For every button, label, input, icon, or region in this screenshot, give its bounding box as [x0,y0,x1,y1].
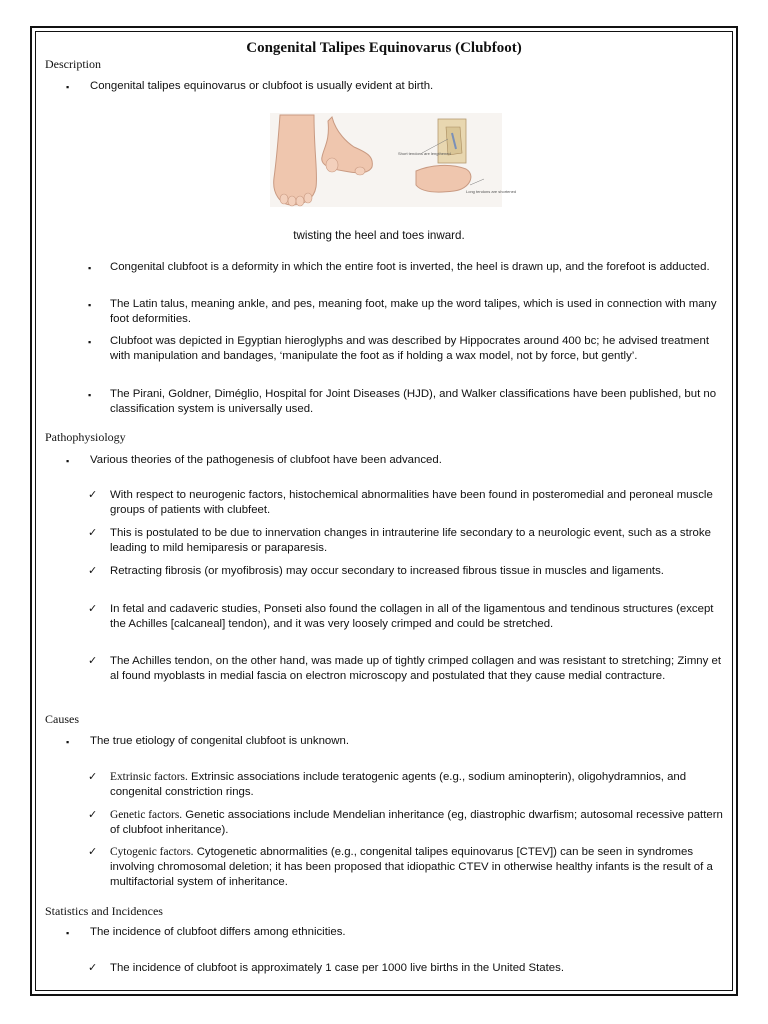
checkmark-icon: ✓ [88,489,98,501]
list-item: ✓ Genetic factors. Genetic associations include Mendelian inheritance (eg, diastrophic dwarfism; autosomal recessive pattern of clubfoot inheritance). [88,809,723,836]
square-bullet-icon: ▪ [88,263,92,273]
list-item: ▪ Various theories of the pathogenesis of clubfoot have been advanced. [66,453,726,468]
square-bullet-icon: ▪ [66,928,70,938]
square-bullet-icon: ▪ [88,390,92,400]
section-heading-pathophysiology: Pathophysiology [45,430,126,444]
figure-caption: twisting the heel and toes inward. [293,229,465,242]
square-bullet-icon: ▪ [66,456,70,466]
figure-label-long-tendons: Long tendons are shortened [466,189,517,194]
list-item: ▪ Congenital clubfoot is a deformity in which the entire foot is inverted, the heel is drawn up, and the forefoot is adducted. [88,260,728,275]
section-heading-causes: Causes [45,712,79,726]
square-bullet-icon: ▪ [88,337,92,347]
section-heading-description: Description [45,57,101,71]
list-item: ✓ Retracting fibrosis (or myofibrosis) may occur secondary to increased fibrous tissue in muscles and ligaments. [88,565,664,577]
square-bullet-icon: ▪ [66,737,70,747]
checkmark-icon: ✓ [88,771,98,783]
list-item: ✓ In fetal and cadaveric studies, Ponseti also found the collagen in all of the ligamentous and tendinous structures (except the Achilles [calcaneal] tendon), and it was very loosely crimped and could be stretched. [88,603,714,630]
list-item: ✓ Extrinsic factors. Extrinsic associations include teratogenic agents (e.g., sodium aminopterin), oligohydramnios, and congenital constriction rings. [88,771,687,798]
checkmark-icon: ✓ [88,809,98,821]
list-item: ▪ Clubfoot was depicted in Egyptian hieroglyphs and was described by Hippocrates around 400 bc; he advised treatment with manipulation and bandages, ‘manipulate the foot as if holding a wax model, not by force, but gently’. [88,335,710,362]
factor-label: Extrinsic factors. [110,771,188,783]
checkmark-icon: ✓ [88,527,98,539]
checkmark-icon: ✓ [88,962,98,974]
list-item: ✓ The incidence of clubfoot is approximately 1 case per 1000 live births in the United States. [88,962,564,974]
list-item: ✓ The Achilles tendon, on the other hand, was made up of tightly crimped collagen and was resistant to stretching; Zimny et al found myoblasts in medial fascia on electron microscopy and postulated that they cause medial contracture. [88,655,722,682]
checkmark-icon: ✓ [88,603,98,615]
factor-label: Cytogenic factors. [110,846,194,858]
square-bullet-icon: ▪ [66,82,70,92]
factor-label: Genetic factors. [110,809,183,821]
document-title: Congenital Talipes Equinovarus (Clubfoot) [246,40,522,56]
list-item: ▪ The incidence of clubfoot differs among ethnicities. [66,925,726,940]
list-item: ✓ This is postulated to be due to innervation changes in intrauterine life secondary to a neurologic event, such as a stroke leading to mild hemiparesis or paraparesis. [88,527,711,554]
clubfoot-illustration [270,113,517,207]
list-item: ▪ The Latin talus, meaning ankle, and pes, meaning foot, make up the word talipes, which is used in connection with many foot deformities. [88,298,717,325]
list-item: ✓ Cytogenic factors. Cytogenetic abnormalities (e.g., congenital talipes equinovarus [CTEV]) can be seen in syndromes involving chromosomal deletion; it has been proposed that idiopathic CTEV in otherwise healthy infants is the result of a multifactorial system of inheritance. [88,846,713,888]
list-item: ✓ With respect to neurogenic factors, histochemical abnormalities have been found in posteromedial and peroneal muscle groups of patients with clubfeet. [88,489,713,516]
square-bullet-icon: ▪ [88,300,92,310]
checkmark-icon: ✓ [88,655,98,667]
figure-label-short-tendons: Short tendons are lengthened [398,151,451,156]
list-item: ▪ Congenital talipes equinovarus or clubfoot is usually evident at birth. [66,79,726,94]
checkmark-icon: ✓ [88,846,98,858]
checkmark-icon: ✓ [88,565,98,577]
section-heading-statistics: Statistics and Incidences [45,904,163,918]
clubfoot-illustration-svg [270,113,517,207]
list-item: ▪ The Pirani, Goldner, Diméglio, Hospital for Joint Diseases (HJD), and Walker classifications have been published, but no classification system is universally used. [88,388,717,415]
list-item: ▪ The true etiology of congenital clubfoot is unknown. [66,734,726,749]
